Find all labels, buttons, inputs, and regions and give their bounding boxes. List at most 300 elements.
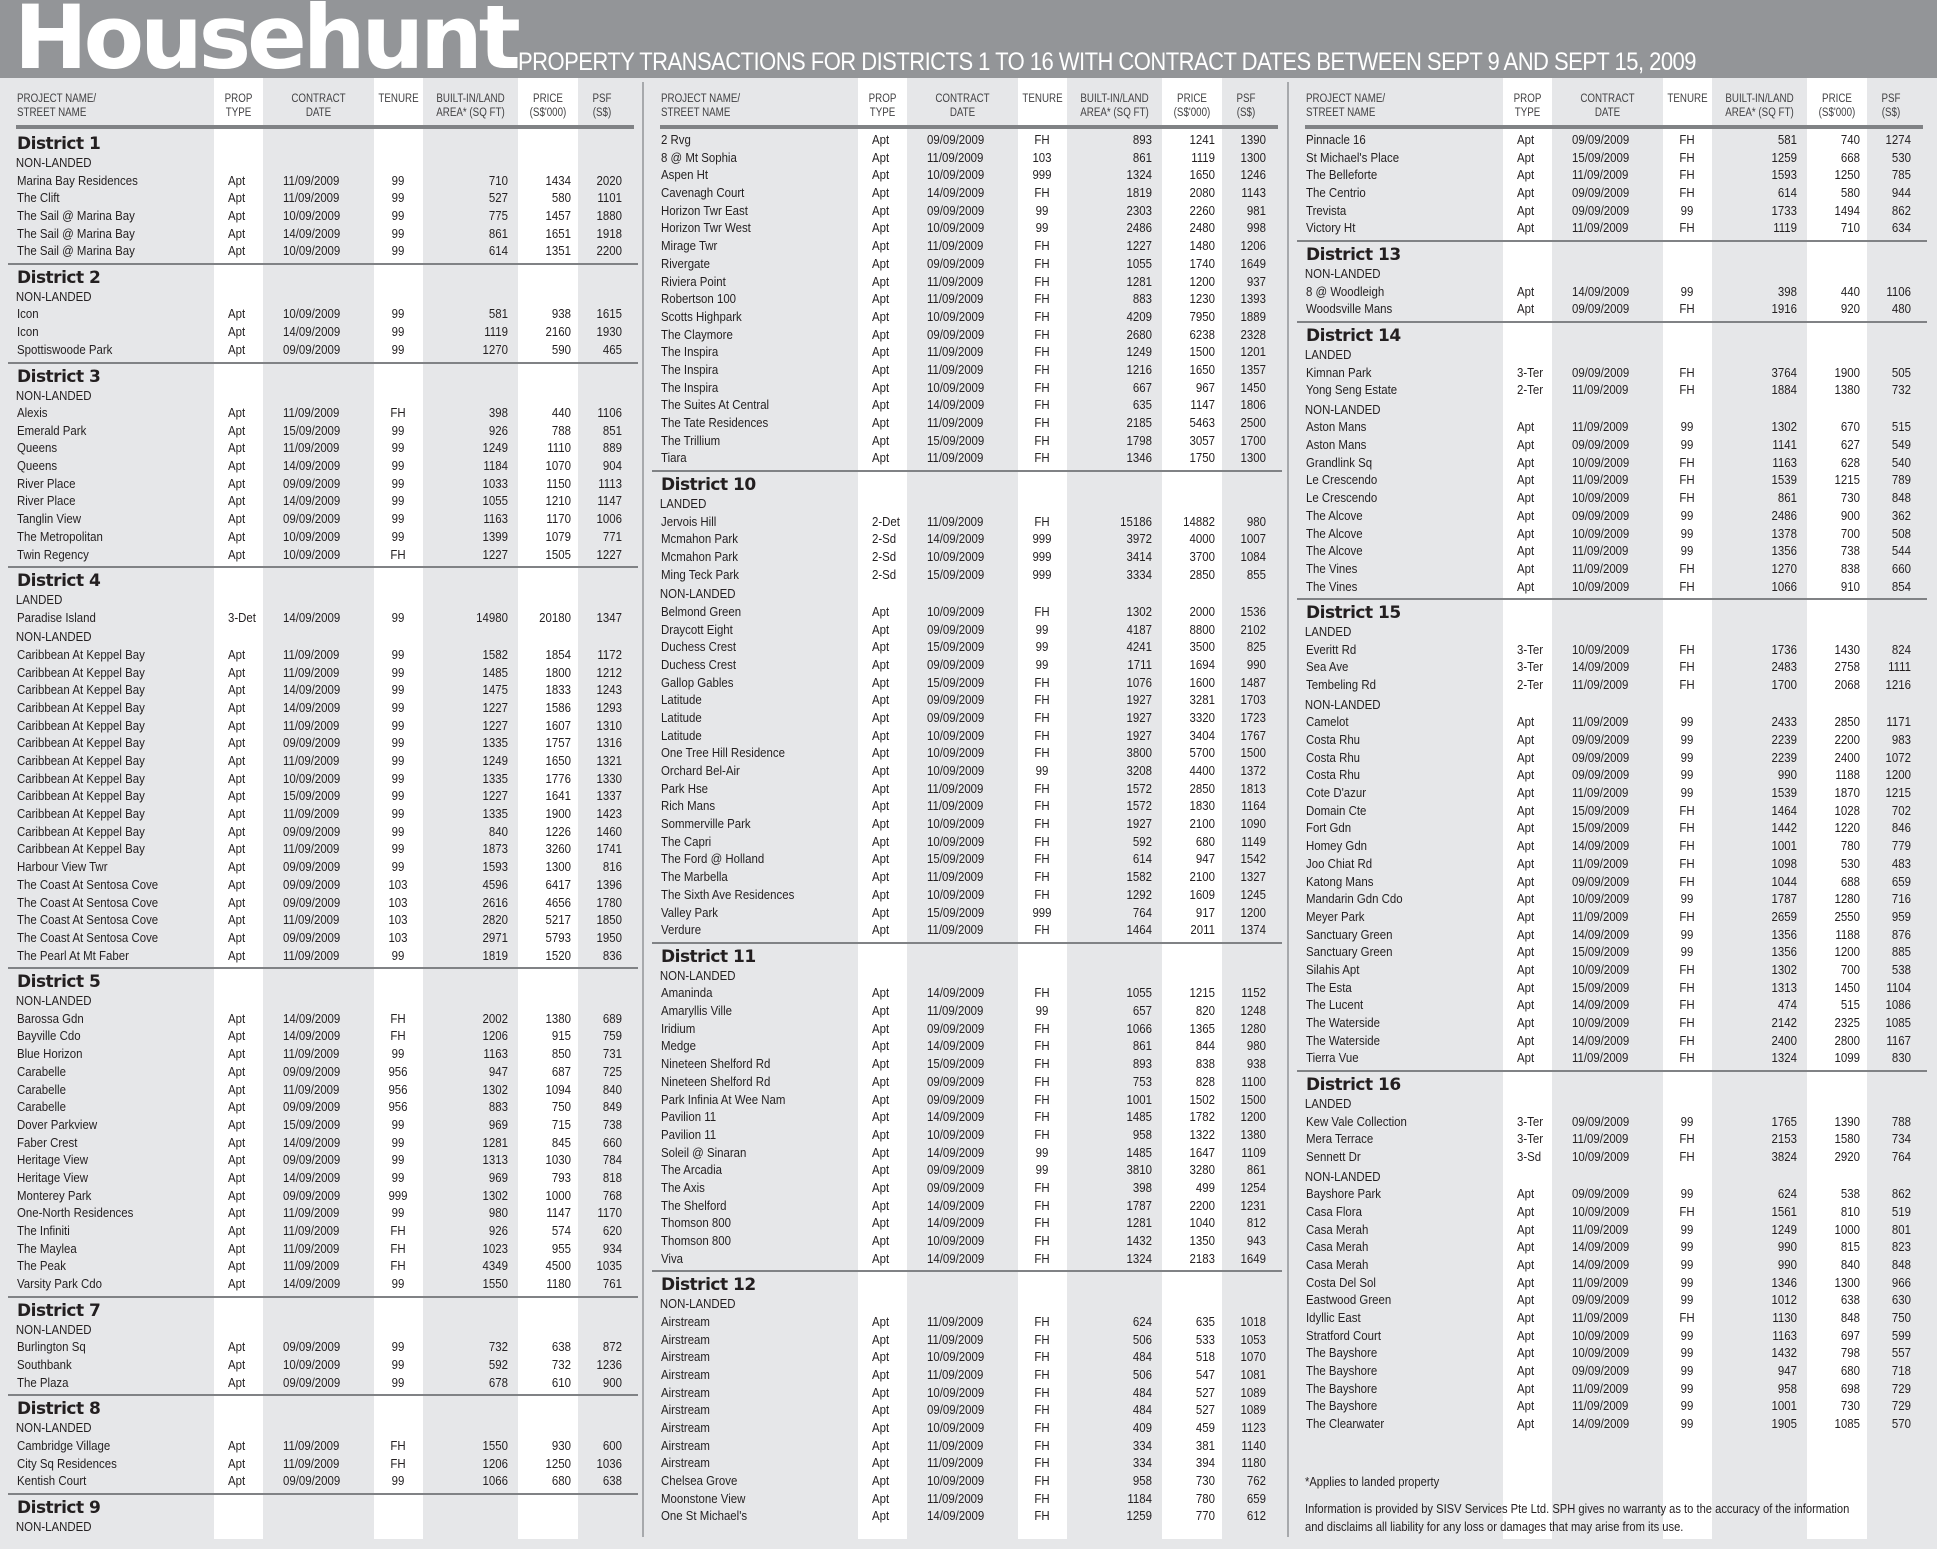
column-header-prop-type: PROP TYPE — [1513, 93, 1542, 119]
cell-area: 1055 — [482, 493, 508, 509]
cell-tenure: FH — [1034, 379, 1050, 395]
property-category: LANDED — [1304, 1096, 1352, 1112]
cell-prop-type: Apt — [228, 947, 246, 963]
cell-psf: 1089 — [1240, 1384, 1266, 1400]
cell-contract-date: 10/09/2009 — [1572, 961, 1630, 977]
cell-price: 2183 — [1189, 1250, 1215, 1266]
cell-area: 334 — [1132, 1437, 1152, 1453]
cell-contract-date: 14/09/2009 — [283, 493, 341, 509]
cell-prop-type: Apt — [872, 869, 890, 885]
cell-project-name: Soleil @ Sinaran — [661, 1144, 747, 1160]
cell-prop-type: Apt — [872, 780, 890, 796]
cell-tenure: FH — [1679, 677, 1695, 693]
cell-project-name: The Waterside — [1306, 1032, 1380, 1048]
cell-prop-type: Apt — [872, 1473, 890, 1489]
cell-prop-type: Apt — [228, 341, 246, 357]
cell-area: 14980 — [476, 609, 508, 625]
cell-project-name: Burlington Sq — [17, 1339, 86, 1355]
cell-area: 1001 — [1771, 838, 1797, 854]
cell-price: 5463 — [1189, 415, 1215, 430]
table-row — [652, 727, 1282, 745]
cell-project-name: Grandlink Sq — [1306, 454, 1373, 470]
cell-area: 732 — [488, 1339, 508, 1355]
cell-contract-date: 15/09/2009 — [1572, 979, 1630, 995]
cell-prop-type: Apt — [872, 1384, 890, 1400]
cell-price: 828 — [1195, 1073, 1215, 1089]
cell-prop-type: Apt — [872, 639, 890, 655]
cell-psf: 1206 — [1240, 238, 1266, 254]
table-row — [8, 225, 638, 243]
cell-psf: 1109 — [1241, 1144, 1266, 1160]
cell-prop-type: Apt — [872, 922, 890, 938]
cell-contract-date: 09/09/2009 — [927, 709, 985, 725]
table-row — [652, 1348, 1282, 1366]
district-section — [8, 568, 638, 969]
cell-price: 838 — [1195, 1056, 1215, 1072]
cell-contract-date: 09/09/2009 — [927, 621, 985, 637]
cell-psf: 762 — [1246, 1473, 1266, 1489]
cell-area: 3414 — [1126, 548, 1152, 564]
cell-price: 2850 — [1189, 566, 1215, 582]
cell-price: 1900 — [1834, 364, 1860, 380]
cell-project-name: The Centrio — [1306, 185, 1366, 201]
cell-tenure: 99 — [391, 1374, 405, 1390]
cell-contract-date: 09/09/2009 — [1572, 732, 1630, 747]
table-row — [652, 886, 1282, 904]
cell-area: 1076 — [1126, 674, 1152, 690]
cell-prop-type: Apt — [872, 1420, 890, 1435]
cell-prop-type: Apt — [872, 1331, 890, 1347]
cell-psf: 876 — [1891, 926, 1911, 942]
cell-psf: 1615 — [596, 306, 622, 322]
cell-contract-date: 09/09/2009 — [283, 1063, 341, 1079]
cell-tenure: 99 — [391, 859, 405, 875]
cell-area: 409 — [1132, 1420, 1152, 1435]
cell-price: 2850 — [1189, 780, 1215, 796]
cell-area: 1378 — [1771, 525, 1797, 541]
cell-tenure: 99 — [1035, 1162, 1049, 1178]
cell-psf: 872 — [602, 1339, 622, 1355]
cell-project-name: Sea Ave — [1306, 659, 1349, 675]
cell-project-name: Katong Mans — [1306, 873, 1374, 889]
table-row — [8, 609, 638, 627]
cell-project-name: Thomson 800 — [661, 1233, 731, 1248]
cell-area: 1098 — [1771, 855, 1797, 871]
cell-prop-type: Apt — [1517, 926, 1535, 942]
table-row — [652, 530, 1282, 548]
cell-area: 3764 — [1771, 364, 1797, 380]
cell-tenure: FH — [1034, 513, 1050, 529]
cell-psf: 816 — [602, 859, 622, 875]
cell-psf: 1212 — [596, 664, 622, 680]
table-row — [8, 858, 638, 876]
property-category: LANDED — [1304, 624, 1352, 640]
cell-price: 1200 — [1834, 944, 1860, 960]
cell-price: 1600 — [1189, 674, 1215, 690]
cell-contract-date: 10/09/2009 — [927, 745, 985, 761]
cell-psf: 904 — [602, 458, 622, 474]
cell-price: 530 — [1840, 855, 1860, 871]
cell-price: 920 — [1840, 301, 1860, 317]
cell-area: 1163 — [483, 511, 508, 527]
cell-price: 2260 — [1189, 202, 1215, 218]
cell-psf: 1081 — [1240, 1366, 1266, 1382]
cell-tenure: 999 — [1032, 531, 1052, 547]
table-row — [1297, 471, 1927, 489]
cell-area: 2002 — [482, 1010, 508, 1026]
table-row — [8, 189, 638, 207]
cell-psf: 1035 — [596, 1258, 622, 1274]
cell-contract-date: 09/09/2009 — [1572, 202, 1630, 218]
cell-tenure: 99 — [391, 1169, 405, 1185]
cell-psf: 731 — [602, 1046, 622, 1062]
cell-tenure: 99 — [391, 440, 405, 456]
cell-prop-type: Apt — [228, 1081, 246, 1097]
property-category: NON-LANDED — [15, 1321, 92, 1337]
cell-price: 1520 — [545, 947, 571, 963]
cell-tenure: 99 — [391, 717, 405, 733]
cell-area: 1432 — [1126, 1233, 1152, 1248]
cell-psf: 689 — [602, 1010, 622, 1026]
district-section — [8, 969, 638, 1298]
cell-prop-type: Apt — [228, 788, 246, 804]
cell-prop-type: Apt — [1517, 283, 1535, 299]
cell-price: 1450 — [1834, 979, 1860, 995]
cell-psf: 1310 — [596, 717, 622, 733]
table-row — [8, 1187, 638, 1205]
cell-price: 1650 — [1189, 167, 1215, 183]
disclaimer-line-1: Information is provided by SISV Services Pte Ltd. SPH gives no warranty as to the accuracy of the information — [1305, 1501, 1850, 1516]
table-row — [652, 1331, 1282, 1349]
cell-area: 3972 — [1126, 531, 1152, 547]
cell-price: 700 — [1840, 961, 1860, 977]
district-title: District 14 — [1306, 326, 1401, 346]
cell-project-name: Costa Rhu — [1306, 749, 1361, 765]
cell-price: 1040 — [1189, 1215, 1215, 1231]
cell-psf: 638 — [602, 1473, 622, 1489]
cell-project-name: Spottiswoode Park — [17, 341, 113, 357]
cell-price: 1740 — [1189, 255, 1215, 271]
cell-contract-date: 14/09/2009 — [1572, 1032, 1630, 1048]
table-row — [652, 1384, 1282, 1402]
cell-tenure: FH — [1034, 985, 1050, 1001]
cell-price: 3281 — [1189, 692, 1215, 708]
cell-price: 1230 — [1189, 291, 1215, 307]
cell-tenure: FH — [1034, 1490, 1050, 1506]
cell-area: 1593 — [482, 859, 508, 875]
district-title: District 9 — [17, 1497, 101, 1518]
cell-prop-type: Apt — [872, 674, 890, 690]
cell-psf: 846 — [1891, 820, 1911, 836]
cell-contract-date: 09/09/2009 — [927, 1091, 985, 1107]
cell-project-name: The Clearwater — [1306, 1416, 1385, 1432]
cell-contract-date: 11/09/2009 — [1572, 220, 1629, 236]
cell-tenure: 99 — [391, 1152, 405, 1168]
table-row — [652, 414, 1282, 432]
cell-tenure: FH — [1034, 185, 1050, 201]
cell-price: 1830 — [1189, 798, 1215, 814]
table-row — [8, 911, 638, 929]
cell-project-name: Victory Ht — [1306, 220, 1356, 236]
cell-prop-type: Apt — [872, 397, 890, 413]
cell-price: 698 — [1840, 1380, 1860, 1396]
cell-prop-type: 3-Ter — [1517, 1113, 1544, 1129]
table-row — [652, 255, 1282, 273]
cell-price: 2000 — [1189, 603, 1215, 619]
cell-contract-date: 14/09/2009 — [927, 1109, 985, 1125]
cell-price: 580 — [1840, 185, 1860, 201]
cell-psf: 544 — [1891, 543, 1911, 559]
cell-project-name: The Claymore — [661, 326, 733, 342]
table-row — [8, 404, 638, 422]
cell-project-name: Icon — [17, 324, 39, 340]
cell-area: 1819 — [1126, 185, 1152, 201]
table-row — [652, 1002, 1282, 1020]
cell-project-name: Caribbean At Keppel Bay — [17, 753, 145, 768]
cell-tenure: FH — [1034, 308, 1050, 324]
cell-area: 1356 — [1771, 543, 1797, 559]
cell-project-name: Yong Seng Estate — [1306, 382, 1398, 398]
cell-area: 3800 — [1126, 745, 1152, 761]
cell-tenure: FH — [1034, 1197, 1050, 1213]
cell-contract-date: 09/09/2009 — [927, 326, 985, 342]
cell-contract-date: 09/09/2009 — [283, 876, 341, 892]
table-row — [652, 396, 1282, 414]
table-row — [8, 1356, 638, 1374]
cell-tenure: FH — [1034, 851, 1050, 867]
district-section — [8, 1298, 638, 1397]
cell-contract-date: 09/09/2009 — [927, 1020, 985, 1036]
cell-prop-type: Apt — [872, 1038, 890, 1054]
cell-tenure: 99 — [391, 511, 405, 527]
cell-prop-type: Apt — [872, 1003, 890, 1019]
cell-area: 3824 — [1771, 1148, 1797, 1164]
cell-tenure: 99 — [1035, 656, 1049, 672]
table-row — [652, 219, 1282, 237]
cell-prop-type: Apt — [1517, 1380, 1535, 1396]
cell-prop-type: Apt — [872, 361, 890, 377]
cell-project-name: The Vines — [1306, 560, 1358, 576]
cell-contract-date: 10/09/2009 — [283, 770, 341, 786]
cell-price: 1650 — [1189, 361, 1215, 377]
cell-area: 1249 — [1771, 1221, 1797, 1237]
cell-area: 1582 — [1126, 869, 1152, 885]
cell-price: 2080 — [1189, 185, 1215, 201]
cell-price: 6238 — [1189, 326, 1215, 342]
cell-area: 861 — [1132, 1038, 1152, 1054]
cell-prop-type: Apt — [872, 1508, 890, 1524]
cell-contract-date: 09/09/2009 — [1572, 507, 1630, 523]
cell-area: 840 — [488, 823, 508, 839]
cell-psf: 862 — [1891, 202, 1911, 218]
cell-project-name: Airstream — [661, 1331, 710, 1347]
cell-tenure: FH — [1679, 578, 1695, 594]
cell-project-name: Robertson 100 — [661, 291, 737, 307]
cell-contract-date: 10/09/2009 — [1572, 641, 1630, 657]
cell-prop-type: 2-Sd — [872, 531, 897, 547]
cell-area: 1066 — [482, 1473, 508, 1489]
cell-psf: 1167 — [1886, 1032, 1911, 1048]
cell-tenure: 103 — [388, 894, 408, 910]
cell-contract-date: 09/09/2009 — [283, 929, 341, 945]
cell-project-name: Caribbean At Keppel Bay — [17, 699, 145, 715]
cell-prop-type: Apt — [872, 656, 890, 672]
table-row — [652, 1037, 1282, 1055]
cell-price: 527 — [1195, 1402, 1215, 1418]
cell-psf: 1106 — [1886, 283, 1911, 299]
cell-tenure: FH — [1679, 472, 1695, 488]
cell-project-name: Monterey Park — [17, 1187, 92, 1203]
cell-area: 1055 — [1126, 255, 1152, 271]
cell-contract-date: 10/09/2009 — [927, 1384, 985, 1400]
cell-contract-date: 11/09/2009 — [927, 513, 984, 529]
cell-prop-type: Apt — [872, 1215, 890, 1231]
table-row — [8, 1081, 638, 1099]
cell-tenure: FH — [1034, 255, 1050, 271]
cell-area: 2239 — [1771, 749, 1797, 765]
column-header-tenure: TENURE — [1022, 93, 1063, 105]
cell-contract-date: 11/09/2009 — [283, 1240, 340, 1256]
cell-project-name: The Alcove — [1306, 543, 1363, 559]
cell-tenure: FH — [1679, 132, 1695, 147]
cell-price: 459 — [1195, 1420, 1215, 1435]
cell-price: 1226 — [545, 823, 571, 839]
cell-psf: 801 — [1891, 1221, 1911, 1237]
cell-area: 1539 — [1771, 785, 1797, 801]
cell-area: 1335 — [482, 735, 508, 751]
cell-area: 1346 — [1771, 1274, 1797, 1290]
cell-tenure: FH — [1034, 869, 1050, 885]
table-row — [1297, 364, 1927, 382]
cell-price: 5700 — [1189, 745, 1215, 761]
cell-project-name: The Bayshore — [1306, 1398, 1378, 1414]
cell-psf: 1780 — [596, 894, 622, 910]
cell-prop-type: Apt — [228, 440, 246, 456]
cell-prop-type: Apt — [1517, 1015, 1535, 1030]
cell-tenure: 99 — [391, 770, 405, 786]
cell-contract-date: 09/09/2009 — [1572, 437, 1630, 453]
cell-area: 4349 — [482, 1258, 508, 1274]
cell-prop-type: Apt — [1517, 560, 1535, 576]
cell-tenure: 99 — [1680, 767, 1694, 783]
cell-area: 1206 — [482, 1028, 508, 1044]
table-row — [8, 1222, 638, 1240]
table-row — [652, 1401, 1282, 1419]
cell-tenure: 99 — [1680, 1327, 1694, 1343]
cell-tenure: FH — [1679, 979, 1695, 995]
cell-price: 1215 — [1189, 985, 1215, 1001]
cell-prop-type: Apt — [1517, 202, 1535, 218]
property-category: NON-LANDED — [15, 1420, 92, 1436]
cell-price: 1430 — [1834, 641, 1860, 657]
cell-psf: 1930 — [596, 324, 622, 340]
cell-price: 1188 — [1835, 926, 1860, 942]
cell-prop-type: 3-Ter — [1517, 1131, 1544, 1147]
cell-project-name: Casa Flora — [1306, 1203, 1362, 1219]
cell-project-name: Riviera Point — [661, 273, 726, 289]
cell-contract-date: 11/09/2009 — [927, 450, 984, 466]
cell-contract-date: 09/09/2009 — [283, 1374, 341, 1390]
cell-area: 3810 — [1126, 1162, 1152, 1178]
cell-psf: 660 — [602, 1134, 622, 1150]
cell-prop-type: Apt — [1517, 1345, 1535, 1361]
cell-psf: 1143 — [1241, 185, 1266, 201]
cell-price: 1000 — [1834, 1221, 1860, 1237]
cell-prop-type: Apt — [1517, 749, 1535, 765]
cell-price: 1750 — [1189, 450, 1215, 466]
cell-prop-type: Apt — [872, 1437, 890, 1453]
cell-contract-date: 14/09/2009 — [1572, 838, 1630, 854]
cell-contract-date: 10/09/2009 — [1572, 1148, 1630, 1164]
cell-area: 1227 — [482, 546, 508, 562]
cell-tenure: FH — [390, 1437, 406, 1453]
district-title: District 11 — [661, 946, 756, 967]
cell-contract-date: 09/09/2009 — [283, 735, 341, 751]
cell-contract-date: 10/09/2009 — [283, 528, 341, 544]
cell-project-name: Sennett Dr — [1306, 1148, 1361, 1164]
cell-price: 4656 — [545, 894, 571, 910]
cell-area: 1044 — [1771, 873, 1797, 889]
table-row — [1297, 1327, 1927, 1345]
panel-3 — [1297, 78, 1929, 1547]
cell-psf: 1172 — [597, 646, 622, 662]
cell-project-name: Eastwood Green — [1306, 1292, 1392, 1308]
cell-price: 1586 — [545, 699, 571, 715]
table-row — [1297, 890, 1927, 908]
cell-project-name: Cavenagh Court — [661, 185, 745, 201]
cell-contract-date: 11/09/2009 — [927, 291, 984, 307]
cell-prop-type: Apt — [1517, 1239, 1535, 1255]
cell-area: 581 — [488, 306, 508, 322]
cell-project-name: The Shelford — [661, 1197, 727, 1213]
property-category: NON-LANDED — [15, 387, 92, 403]
cell-psf: 612 — [1246, 1508, 1266, 1524]
cell-psf: 362 — [1891, 507, 1911, 523]
cell-prop-type: Apt — [872, 904, 890, 920]
cell-project-name: Viva — [661, 1250, 684, 1266]
table-row — [1297, 802, 1927, 820]
cell-area: 1141 — [1772, 437, 1797, 453]
cell-project-name: The Suites At Central — [661, 397, 770, 413]
cell-tenure: FH — [1679, 838, 1695, 854]
cell-project-name: The Maylea — [17, 1240, 77, 1256]
table-row — [652, 638, 1282, 656]
cell-prop-type: Apt — [872, 816, 890, 832]
cell-area: 1539 — [1771, 472, 1797, 488]
cell-contract-date: 11/09/2009 — [1572, 1050, 1629, 1066]
page-subtitle: PROPERTY TRANSACTIONS FOR DISTRICTS 1 TO 16 WITH CONTRACT DATES BETWEEN SEPT 9 AND SEPT 15, 2009 — [518, 48, 1696, 76]
cell-prop-type: Apt — [228, 422, 246, 438]
cell-psf: 889 — [602, 440, 622, 456]
cell-price: 1215 — [1834, 472, 1860, 488]
cell-tenure: FH — [1034, 1109, 1050, 1125]
cell-psf: 1950 — [596, 929, 622, 945]
cell-prop-type: Apt — [1517, 507, 1535, 523]
cell-psf: 750 — [1891, 1309, 1911, 1325]
cell-prop-type: Apt — [228, 225, 246, 241]
table-row — [652, 184, 1282, 202]
cell-area: 947 — [488, 1063, 508, 1079]
cell-contract-date: 11/09/2009 — [283, 664, 340, 680]
cell-project-name: The Axis — [661, 1179, 705, 1195]
table-row — [652, 432, 1282, 450]
table-row — [8, 207, 638, 225]
cell-area: 1787 — [1771, 891, 1797, 907]
cell-price: 440 — [1840, 283, 1860, 299]
cell-price: 947 — [1195, 851, 1215, 867]
cell-area: 1335 — [482, 806, 508, 822]
table-row — [1297, 943, 1927, 961]
